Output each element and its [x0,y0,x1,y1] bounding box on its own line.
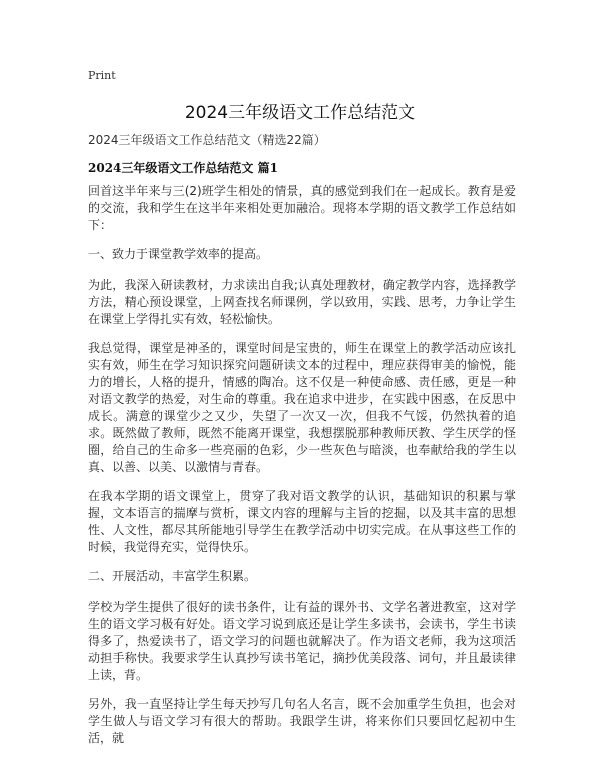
paragraph-point-two: 二、开展活动，丰富学生积累。 [88,569,257,583]
document-subtitle: 2024三年级语文工作总结范文（精选22篇） [88,133,326,147]
paragraph-text: 为此，我深入研读教材，力求读出自我;认真处理教材，确定教学内容，选择教学方法，精心预设课堂，上网查找名师课例，学以致用，实践、思考，力争让学生在课堂上学得扎实有效，轻松愉快。 [88,278,516,326]
paragraph-point-one: 一、致力于课堂教学效率的提高。 [88,247,269,261]
paragraph-text: 学校为学生提供了很好的读书条件，让有益的课外书、文学名著进教室，这对学生的语文学习极有好处。语文学习说到底还是让学生多读书，会读书，学生书读得多了，热爱读书了，语文学习的问题也就解决了。作为语文老师，我为这项活动担手称快。我要求学生认真抄写读书笔记，摘抄优美段落、词句，并且最读律上读，背。 [88,600,516,682]
paragraph-text: 另外，我一直坚持让学生每天抄写几句名人名言，既不会加重学生负担，也会对学生做人与语文学习有很大的帮助。我跟学生讲，将来你们只要回忆起初中生活，就 [88,697,516,745]
print-link[interactable]: Print [88,69,116,82]
paragraph-text: 在我本学期的语文课堂上，贯穿了我对语文教学的认识，基础知识的积累与掌握，文本语言的揣摩与赏析，课文内容的理解与主旨的挖掘，以及其丰富的思想性、人文性，都尽其所能地引导学生在教学活动中切实完成。在从事这些工作的时候，我觉得充实，觉得快乐。 [88,489,516,554]
paragraph-intro: 回首这半年来与三(2)班学生相处的情景，真的感觉到我们在一起成长。教育是爱的交流，我和学生在这半年来相处更加融洽。现将本学期的语文教学工作总结如下： [88,184,516,232]
section-heading: 2024三年级语文工作总结范文 篇1 [88,161,278,175]
document-title: 2024三年级语文工作总结范文 [184,103,416,123]
paragraph-text: 我总觉得，课堂是神圣的，课堂时间是宝贵的，师生在课堂上的教学活动应该扎实有效，师生在学习知识探究问题研读文本的过程中，理应获得审美的愉悦，能力的增长，人格的提升，情感的陶冶。这不仅是一种使命感、责任感，更是一种对语文教学的热爱，对生命的尊重。我在追求中进步，在实践中困惑，在反思中成长。满意的课堂少之又少，失望了一次又一次，但我不气馁，仍然执着的追求。既然做了教师，既然不能离开课堂，我想摆脱那种教师厌教、学生厌学的怪圈，给自己的生命多一些亮丽的色彩，少一些灰色与暗淡，也奉献给我的学生以真、以善、以美、以激情与青春。 [88,341,516,474]
document-body [88,183,516,759]
